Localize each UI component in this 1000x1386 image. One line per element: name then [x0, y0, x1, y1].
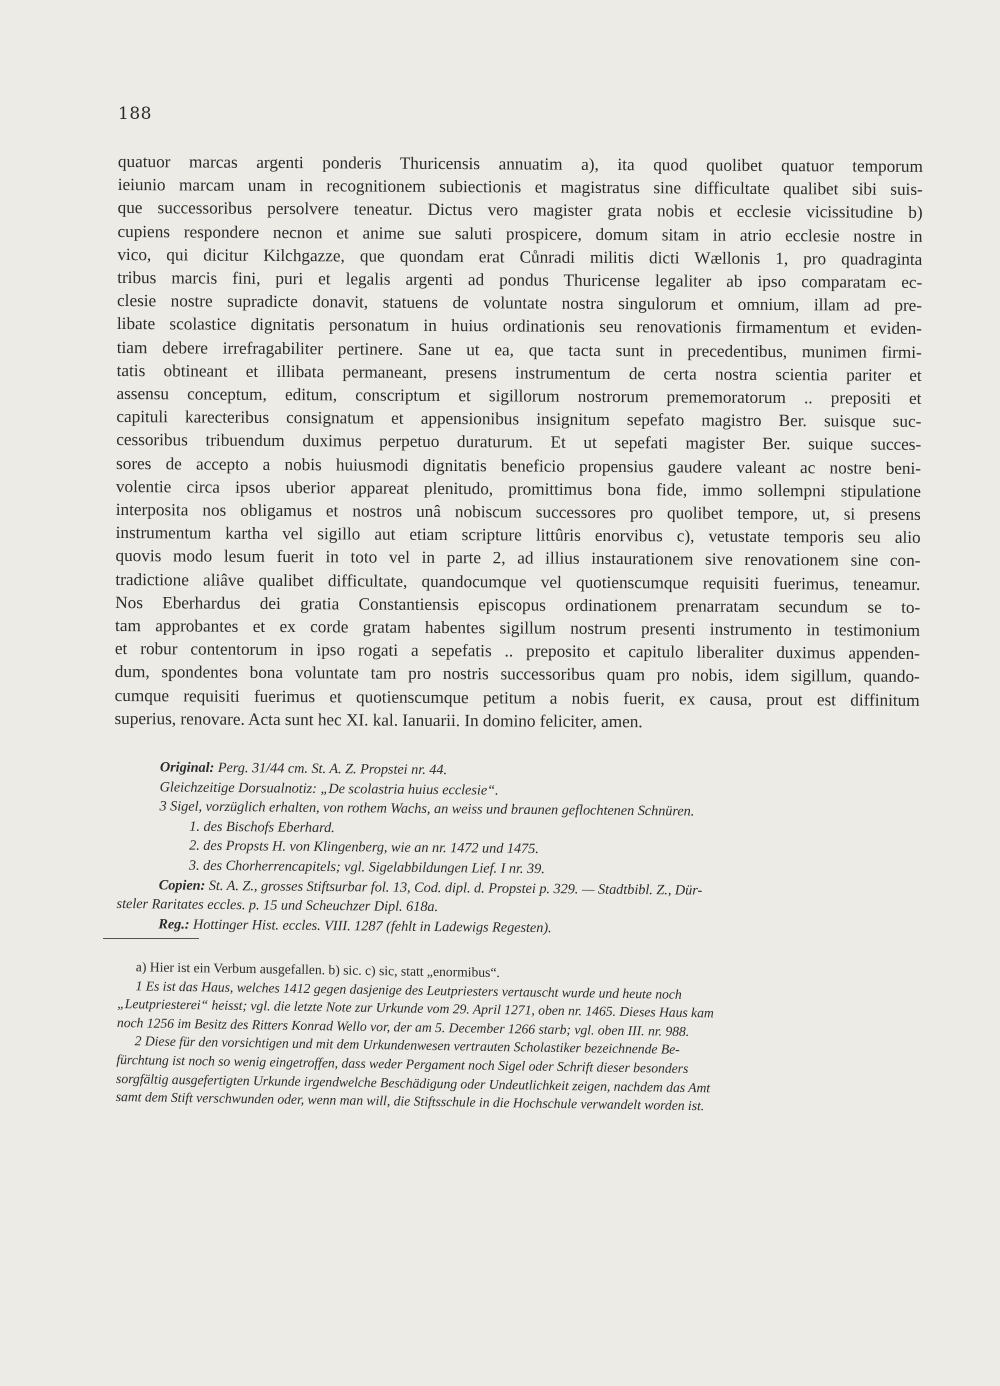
text-line: assensu conceptum, editum, conscriptum et sigillorum nostrorum prememoratorum .. prepositi et	[116, 384, 922, 408]
footnote-line: 1 Es ist das Haus, welches 1412 gegen dasjenige des Leutpriesters vertauscht wurde und heute noch	[135, 977, 682, 1002]
text-line: tradictione aliâve qualibet difficultate, quandocumque vel quotienscumque requisiti fuerimus, teneamur.	[115, 569, 921, 594]
footnote-line: sorgfältig ausgefertigten Urkunde irgendwelche Beschädigung oder Undeutlichkeit zeigen, nachdem das Amt	[115, 1070, 711, 1095]
footnote-line: 2 Diese für den vorsichtigen und mit dem Urkundenwesen vertrauten Scholastiker bezeichnende Be-	[134, 1033, 680, 1058]
text-line: cumque requisiti fuerimus et quotienscumque petitum a nobis fuerit, ex causa, prout est diffinitum	[114, 685, 920, 710]
text-line: quovis modo lesum fuerit in toto vel in parte 2, ad illius instaurationem sive renovationem sine con-	[115, 546, 921, 571]
critical-apparatus	[116, 758, 898, 942]
footnote-line: fürchtung ist noch so wenig eingetroffen, dass weder Pergament noch Sigel oder Schrift dieser besonders	[116, 1051, 689, 1076]
text-line: tatis obtineant et illibata permaneant, presens instrumentum de certa nostra scientia pariter et	[116, 360, 922, 385]
text-line: Nos Eberhardus dei gratia Constantiensis episcopus ordinationem prenarratam secundum se to-	[115, 592, 921, 617]
letter-footnotes: a) Hier ist ein Verbum ausgefallen. b) sic. c) sic, statt „enormibus“.	[135, 959, 500, 980]
copien-label: Copien:	[158, 876, 206, 894]
text-line: tribus marcis fini, puri et legalis argenti ad pondus Thuricense legaliter ab ipso comparatam ec-	[117, 268, 923, 292]
text-line: capituli karecteribus consignatum et appensionibus insignitum sepefato magistro Ber. suisque suc-	[116, 407, 922, 432]
footnotes	[116, 958, 918, 1119]
text-line: vico, qui dicitur Kilchgazze, que quondam erat Cůnradi militis dicti Wællonis 1, pro quadraginta	[117, 244, 923, 269]
text-line: tam approbantes et ex corde gratam habentes sigillum nostrum presenti instrumento in testimonium	[115, 616, 921, 640]
page-number: 188	[118, 104, 152, 124]
seal-entry: 3. des Chorherrencapitels; vgl. Sigelabbildungen Lief. I nr. 39.	[188, 857, 545, 878]
text-line: clesie nostre supradicte donavit, statuens de voluntate nostra singulorum et omnium, illam ad pre-	[117, 291, 923, 316]
original-label: Original:	[159, 759, 215, 776]
text-line: dum, spondentes bona voluntate tam pro nostris successoribus quam pro nobis, idem sigillum, quando-	[114, 662, 920, 687]
text-line: volentie circa ipsos uberior appareat plenitudo, promittimus bona fide, immo sollempni stipulatione	[115, 476, 921, 501]
footnote-divider	[103, 938, 199, 939]
seals-intro: 3 Sigel, vorzüglich erhalten, von rothem Wachs, an weiss und braunen geflochtenen Schnüren.	[159, 798, 695, 820]
text-line: quatuor marcas argenti ponderis Thuricensis annuatim a), ita quod quolibet quatuor temporum	[117, 151, 923, 176]
seal-entry: 2. des Propsts H. von Klingenberg, wie an nr. 1472 und 1475.	[189, 838, 539, 858]
dorsual-note: Gleichzeitige Dorsualnotiz: „De scolastria huius ecclesie“.	[159, 778, 499, 799]
seal-entry: 1. des Bischofs Eberhard.	[189, 818, 335, 836]
regest-label: Reg.:	[158, 916, 190, 933]
text-line: que successoribus persolvere teneatur. Dictus vero magister grata nobis et ecclesie vicissitudine b)	[117, 198, 923, 223]
main-text	[114, 150, 923, 735]
footnote-line: noch 1256 im Besitz des Ritters Konrad Wello vor, der am 5. December 1266 starb; vgl. oben III. nr. 988.	[116, 1014, 690, 1039]
footnote-line: samt dem Stift verschwunden oder, wenn man will, die Stiftsschule in die Hochschule verwandelt worden ist.	[115, 1089, 705, 1114]
regest-text: Hottinger Hist. eccles. VIII. 1287 (fehlt in Ladewigs Regesten).	[193, 916, 552, 936]
text-line: et robur contentorum in ipso rogati a sepefatis .. preposito et capitulo liberaliter duximus appenden-	[114, 639, 920, 664]
text-line: instrumentum kartha vel sigillo aut etiam scripture littûris enorvibus c), vetustate temporis seu alio	[115, 523, 921, 548]
copien-continuation: steler Raritates eccles. p. 15 und Scheuchzer Dipl. 618a.	[116, 896, 439, 916]
copien-text: St. A. Z., grosses Stiftsurbar fol. 13, Cod. dipl. d. Propstei p. 329. — Stadtbibl. Z., Dür-	[208, 877, 703, 899]
text-line: cessoribus tribuendum duximus perpetuo duraturum. Et ut sepefati magister Ber. suique succes-	[116, 430, 922, 455]
original-text: Perg. 31/44 cm. St. A. Z. Propstei nr. 44.	[217, 759, 448, 779]
text-line: ieiunio marcam unam in recognitionem subiectionis et magistratus sine difficultate qualibet sibi suis-	[117, 175, 923, 200]
text-line: superius, renovare. Acta sunt hec XI. kal. Ianuarii. In domino feliciter, amen.	[114, 708, 643, 732]
footnote-line: „Leutpriesterei“ heisst; vgl. die letzte Note zur Urkunde vom 29. April 1271, oben nr. 1465. Dieses Haus kam	[117, 996, 714, 1021]
text-line: cupiens respondere necnon et anime sue saluti prospicere, domum sitam in atrio ecclesie nostre in	[117, 221, 923, 246]
text-line: libate scolastice dignitatis personatum in huius ordinationis seu renovationis firmamentum et eviden-	[116, 314, 922, 339]
text-line: tiam debere irrefragabiliter pertinere. Sane ut ea, que tacta sunt in precedentibus, munimen firmi-	[116, 337, 922, 362]
text-line: interposita nos obligamus et nostros unâ nobiscum successores pro quolibet tempore, ut, si presens	[115, 500, 921, 524]
text-line: sores de accepto a nobis huiusmodi dignitatis beneficio propensius gaudere valeant ac nostre beni-	[116, 453, 922, 478]
